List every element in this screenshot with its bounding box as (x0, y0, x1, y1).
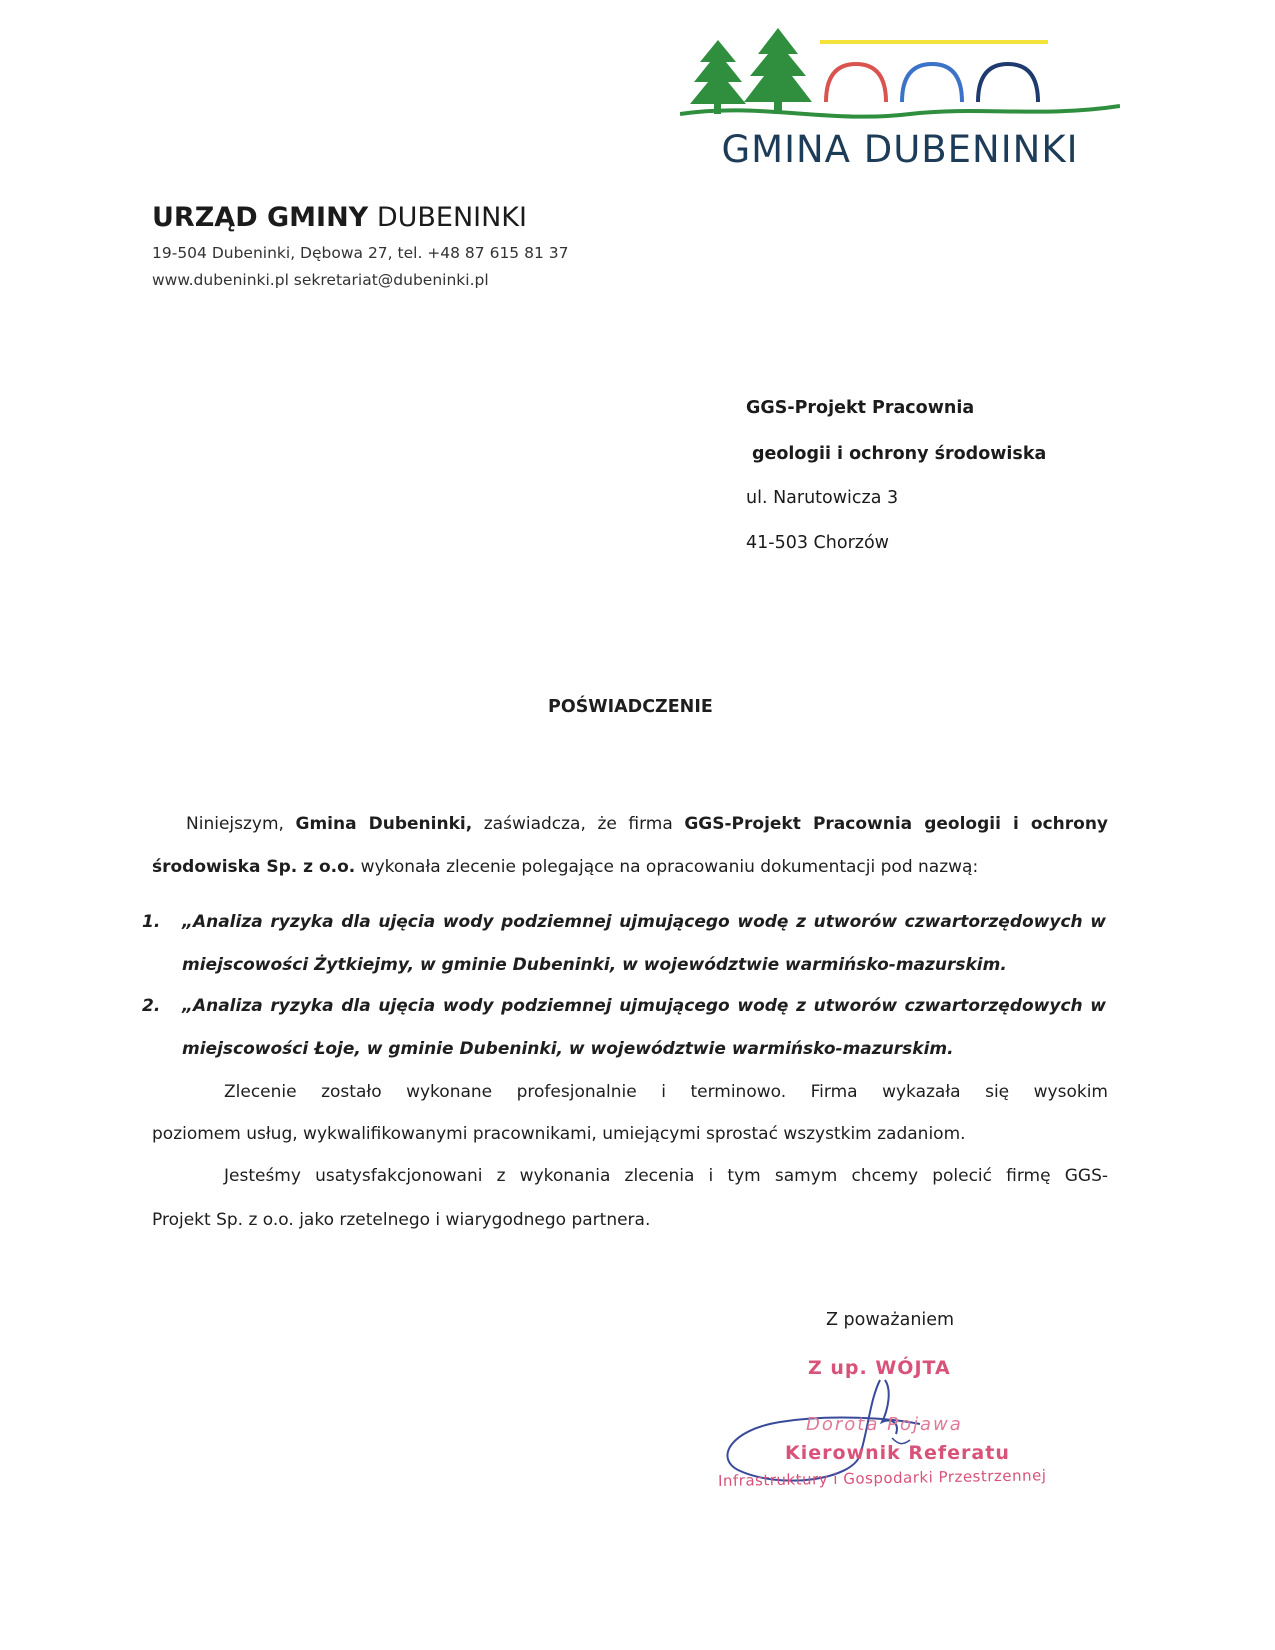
paragraph-2-line-2: poziomem usług, wykwalifikowanymi pracownikami, umiejącymi sprostać wszystkim zadaniom. (152, 1124, 966, 1144)
green-wave (680, 106, 1120, 117)
stamp-department: Infrastruktury i Gospodarki Przestrzennej (717, 1466, 1047, 1490)
red-arch (826, 64, 886, 102)
tree-icon (690, 40, 746, 114)
list-item-2-line-1: „Analiza ryzyka dla ujęcia wody podziemnej ujmującego wodę z utworów czwartorzędowych w (182, 996, 1106, 1016)
p1-line2-text: wykonała zlecenie polegające na opracowaniu dokumentacji pod nazwą: (355, 857, 979, 877)
closing-salutation: Z poważaniem (826, 1310, 955, 1330)
office-name (152, 202, 527, 233)
p1-bold-company: GGS-Projekt Pracownia geologii i ochrony (684, 814, 1109, 834)
list-item-2-line-2: miejscowości Łoje, w gminie Dubeninki, w województwie warmińsko-mazurskim. (182, 1039, 954, 1059)
paragraph-2-line-1: Zlecenie zostało wykonane profesjonalnie i terminowo. Firma wykazała się wysokim (224, 1082, 1108, 1102)
office-address: 19-504 Dubeninki, Dębowa 27, tel. +48 87 615 81 37 (152, 244, 569, 262)
gmina-logo (680, 22, 1120, 182)
stamp-name: Dorota Pojawa (806, 1414, 963, 1435)
recipient-line-1: GGS-Projekt Pracownia (746, 398, 975, 418)
list-item-1-line-1: „Analiza ryzyka dla ujęcia wody podziemnej ujmującego wodę z utworów czwartorzędowych w (182, 912, 1106, 932)
recipient-line-2: geologii i ochrony środowiska (752, 444, 1047, 464)
stamp-line-1: Z up. WÓJTA (808, 1357, 951, 1379)
document-title: POŚWIADCZENIE (548, 697, 713, 717)
paragraph-3-line-2: Projekt Sp. z o.o. jako rzetelnego i wiarygodnego partnera. (152, 1210, 651, 1230)
list-item-number: 2. (142, 996, 161, 1016)
logo-graphic (680, 22, 1120, 132)
p1-bold-company-end: środowiska Sp. z o.o. (152, 857, 356, 877)
p1-bold-gmina: Gmina Dubeninki, (295, 814, 473, 834)
navy-arch (978, 64, 1038, 102)
p1-text-mid: zaświadcza, że firma (472, 814, 685, 834)
list-item-number: 1. (142, 912, 161, 932)
logo-text: GMINA DUBENINKI (721, 128, 1079, 171)
office-name-bold: URZĄD GMINY (152, 202, 369, 233)
paragraph-1-line-1 (186, 814, 1108, 834)
recipient-street: ul. Narutowicza 3 (746, 488, 899, 508)
stamp-position: Kierownik Referatu (785, 1442, 1010, 1464)
tree-icon (744, 28, 812, 114)
recipient-city: 41-503 Chorzów (746, 533, 889, 553)
paragraph-3-line-1: Jesteśmy usatysfakcjonowani z wykonania zlecenia i tym samym chcemy polecić firmę GGS- (224, 1166, 1108, 1186)
paragraph-1-line-2 (152, 857, 978, 877)
list-item-1-line-2: miejscowości Żytkiejmy, w gminie Dubeninki, w województwie warmińsko-mazurskim. (182, 955, 1007, 975)
p1-text: Niniejszym, (186, 814, 296, 834)
blue-arch (902, 64, 962, 102)
logo-yellow-line (820, 40, 1048, 44)
office-web-email: www.dubeninki.pl sekretariat@dubeninki.pl (152, 271, 489, 289)
office-name-rest: DUBENINKI (368, 202, 527, 233)
